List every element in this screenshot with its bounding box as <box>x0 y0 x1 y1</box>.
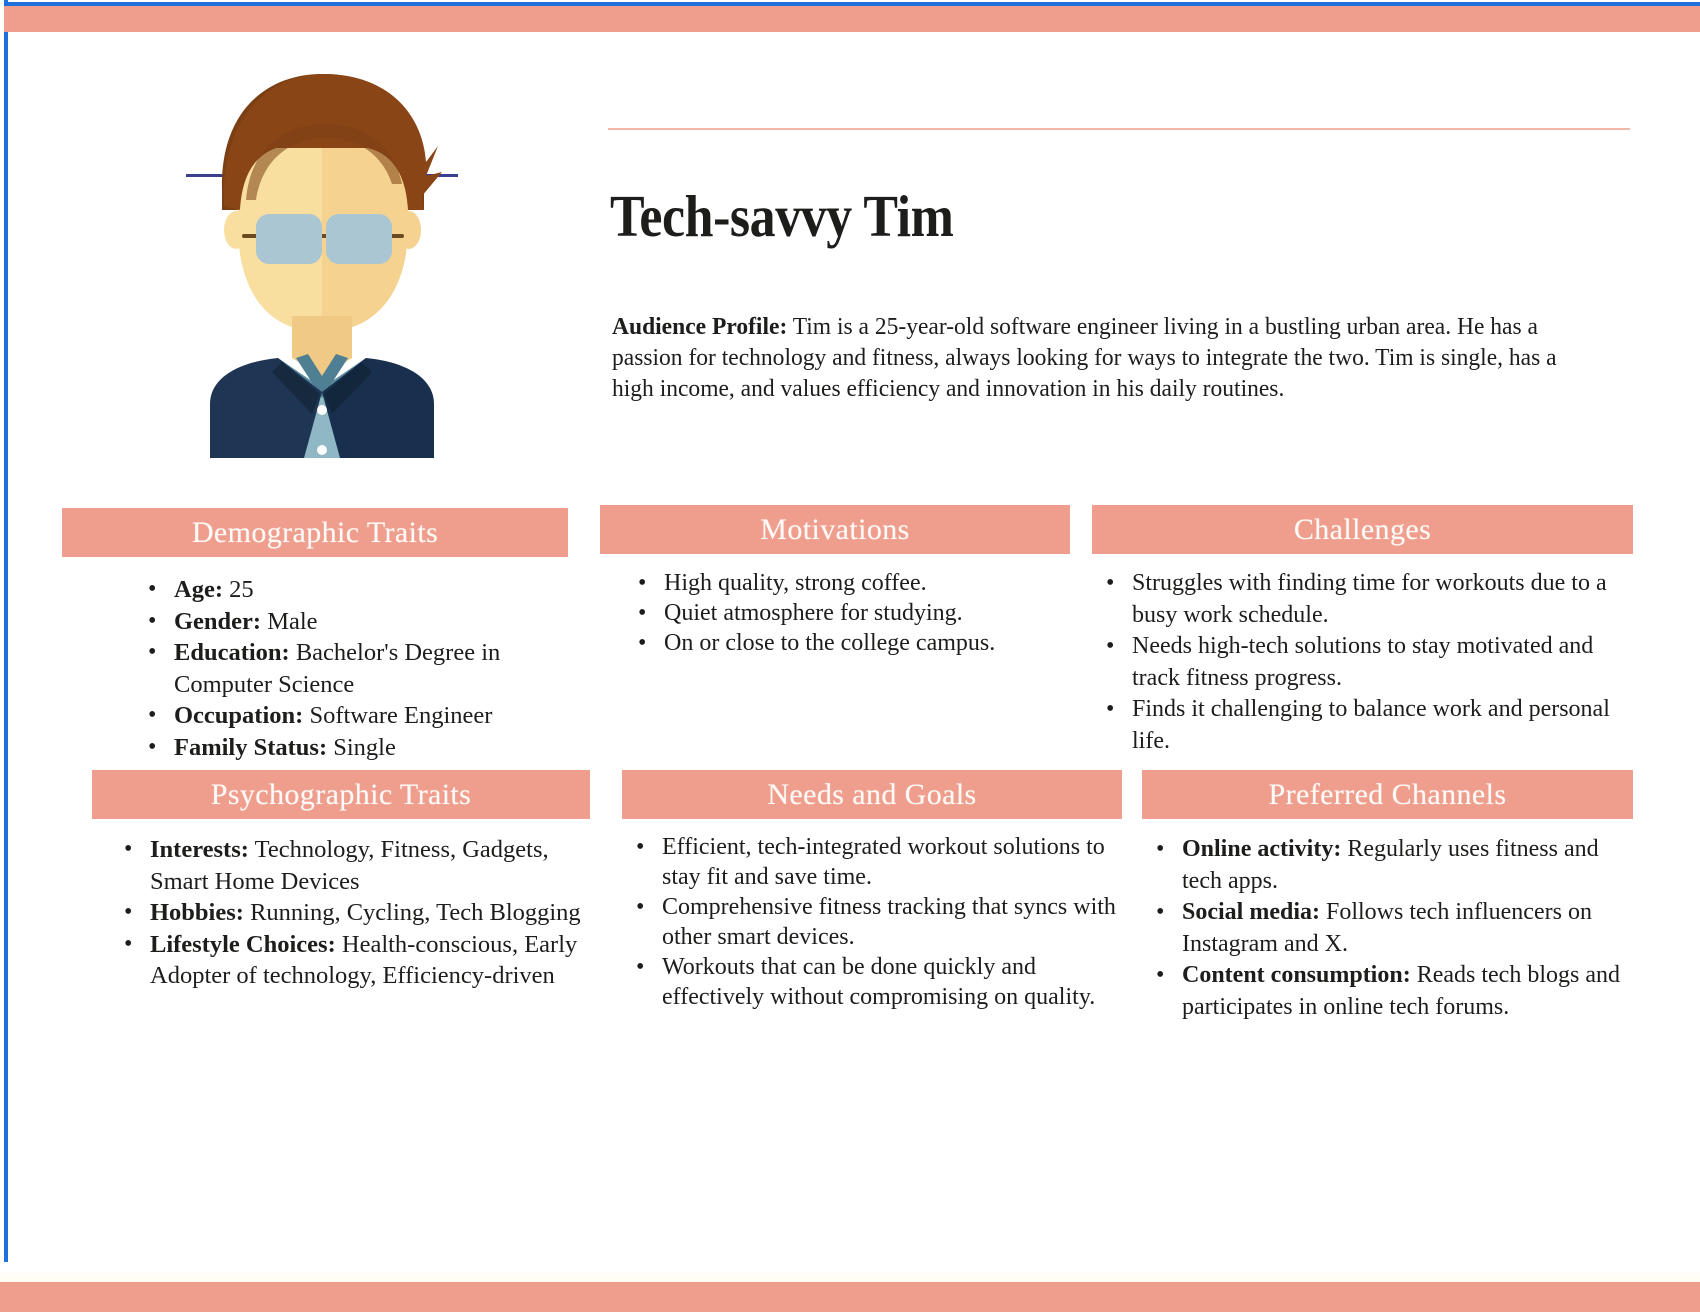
list-item <box>170 732 568 764</box>
item-value: Finds it challenging to balance work and personal life. <box>1132 696 1610 754</box>
avatar <box>186 58 458 458</box>
list-item <box>170 637 568 700</box>
section-body-preferred-channels <box>1142 834 1633 1023</box>
list-item <box>146 897 590 929</box>
section-motivations <box>600 505 1070 658</box>
top-accent-bar <box>4 6 1700 32</box>
list-item <box>660 628 1070 658</box>
section-header-challenges <box>1092 505 1633 554</box>
section-header-preferred-channels <box>1142 770 1633 819</box>
section-body-needs-and-goals <box>622 832 1122 1012</box>
item-label: Hobbies: <box>150 899 244 926</box>
list-item <box>658 952 1122 1012</box>
item-value: High quality, strong coffee. <box>664 570 927 596</box>
item-label: Age: <box>174 576 223 603</box>
item-value: Regularly uses fitness and tech apps. <box>1182 836 1599 894</box>
item-value: Male <box>261 607 318 635</box>
bottom-accent-bar <box>0 1282 1700 1312</box>
list-item <box>658 892 1122 952</box>
item-value: Struggles with finding time for workouts due to a busy work schedule. <box>1132 570 1607 628</box>
item-value: Efficient, tech-integrated workout solutions to stay fit and save time. <box>662 834 1105 890</box>
item-label: Social media: <box>1182 899 1320 925</box>
section-body-demographic-traits <box>134 574 568 763</box>
section-header-motivations <box>600 505 1070 554</box>
list-item <box>1128 694 1633 757</box>
list-item <box>1178 834 1633 897</box>
section-title-demographic-traits: Demographic Traits <box>191 515 439 549</box>
list-item <box>1128 568 1633 631</box>
section-title-preferred-channels: Preferred Channels <box>1268 777 1507 811</box>
item-label: Occupation: <box>174 702 304 729</box>
item-label: Interests: <box>150 836 249 863</box>
item-label: Lifestyle Choices: <box>150 930 336 958</box>
hero-section <box>0 32 1700 462</box>
item-value: Running, Cycling, Tech Blogging <box>243 899 581 926</box>
list-item <box>1178 897 1633 960</box>
item-value: Workouts that can be done quickly and effectively without compromising on quality. <box>662 954 1096 1010</box>
list-item <box>1128 631 1633 694</box>
list-item <box>146 929 590 992</box>
list-item <box>170 574 568 606</box>
section-header-needs-and-goals <box>622 770 1122 819</box>
item-label: Family Status: <box>174 733 328 761</box>
section-body-psychographic-traits <box>110 834 590 992</box>
list-item <box>146 834 590 897</box>
audience-profile-label: Audience Profile: <box>612 313 788 340</box>
section-title-motivations: Motivations <box>760 512 910 546</box>
item-value: Technology, Fitness, Gadgets, Smart Home Devices <box>150 836 549 895</box>
section-challenges <box>1092 505 1633 757</box>
list-item <box>1178 960 1633 1023</box>
section-header-demographic-traits <box>62 508 568 557</box>
list-needs-and-goals <box>622 832 1122 1012</box>
section-body-motivations <box>624 568 1070 658</box>
item-value: 25 <box>222 576 254 603</box>
item-value: On or close to the college campus. <box>664 630 996 656</box>
item-label: Education: <box>174 639 290 666</box>
section-title-challenges: Challenges <box>1293 512 1432 546</box>
section-preferred-channels <box>1142 770 1633 1023</box>
section-title-needs-and-goals: Needs and Goals <box>767 777 977 811</box>
audience-profile-paragraph <box>612 311 1582 404</box>
item-value: Health-conscious, Early Adopter of technology, Efficiency-driven <box>150 930 578 989</box>
item-value: Bachelor's Degree in Computer Science <box>174 639 501 698</box>
list-challenges <box>1092 568 1633 757</box>
item-value: Software Engineer <box>303 702 493 729</box>
list-item <box>170 700 568 732</box>
section-demographic-traits <box>62 508 568 763</box>
item-value: Needs high-tech solutions to stay motivated and track fitness progress. <box>1132 633 1594 691</box>
section-body-challenges <box>1092 568 1633 757</box>
list-item <box>660 598 1070 628</box>
section-needs-and-goals <box>622 770 1122 1012</box>
item-label: Online activity: <box>1182 836 1342 862</box>
list-item <box>170 606 568 638</box>
item-label: Gender: <box>174 607 262 635</box>
list-item <box>660 568 1070 598</box>
title-divider-rule <box>608 128 1630 130</box>
section-header-psychographic-traits <box>92 770 590 819</box>
section-psychographic-traits <box>92 770 590 992</box>
list-psychographic-traits <box>110 834 590 992</box>
item-value: Follows tech influencers on Instagram and X. <box>1182 899 1592 957</box>
item-value: Quiet atmosphere for studying. <box>664 600 963 626</box>
item-value: Reads tech blogs and participates in online tech forums. <box>1182 962 1620 1020</box>
list-preferred-channels <box>1142 834 1633 1023</box>
section-title-psychographic-traits: Psychographic Traits <box>210 777 472 811</box>
bottom-bar-tint <box>0 1273 1700 1282</box>
list-demographic-traits <box>134 574 568 763</box>
avatar-illustration-svg <box>186 58 458 458</box>
item-value: Comprehensive fitness tracking that syncs with other smart devices. <box>662 894 1116 950</box>
list-item <box>658 832 1122 892</box>
item-value: Single <box>327 733 396 761</box>
audience-profile-text: Tim is a 25-year-old software engineer living in a bustling urban area. He has a passion for technology and fitness, always looking for ways to integrate the two. Tim is single, has a high income, and values efficiency and innovation in his daily routines. <box>612 313 1557 402</box>
page-title: Tech-savvy Tim <box>610 183 954 249</box>
item-label: Content consumption: <box>1182 962 1411 988</box>
list-motivations <box>624 568 1070 658</box>
